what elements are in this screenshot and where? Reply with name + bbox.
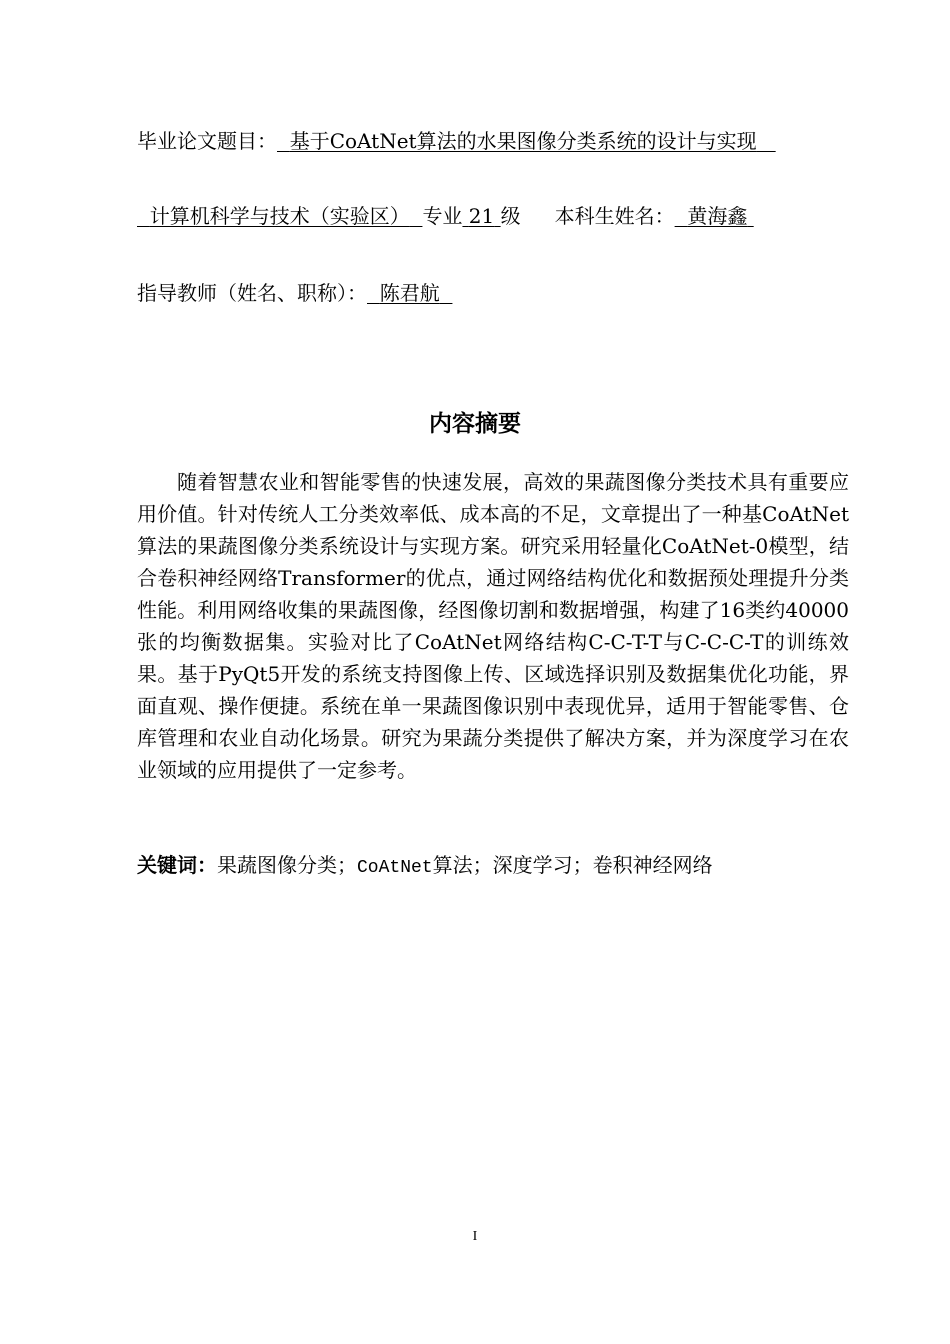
abstract-body: 随着智慧农业和智能零售的快速发展，高效的果蔬图像分类技术具有重要应用价值。针对传统人工分类效率低、成本高的不足，文章提出了一种基CoAtNet算法的果蔬图像分类系统设计与实现方案。研究采用轻量化CoAtNet-0模型，结合卷积神经网络Transformer的优点，通过网络结构优化和数据预处理提升分类性能。利用网络收集的果蔬图像，经图像切割和数据增强，构建了16类约40000张的均衡数据集。实验对比了CoAtNet网络结构C-C-T-T与C-C-C-T的训练效果。基于PyQt5开发的系统支持图像上传、区域选择识别及数据集优化功能，界面直观、操作便捷。系统在单一果蔬图像识别中表现优异，适用于智能零售、仓库管理和农业自动化场景。研究为果蔬分类提供了解决方案，并为深度学习在农业领域的应用提供了一定参考。 bbox=[137, 470, 849, 782]
keyword-item: 算法；深度学习；卷积神经网络 bbox=[432, 853, 713, 877]
advisor-line bbox=[137, 279, 452, 307]
grade-value bbox=[462, 204, 500, 228]
advisor-text: 陈君航 bbox=[379, 281, 440, 305]
keyword-separator: ； bbox=[337, 853, 357, 877]
advisor-label: 指导教师（姓名、职称）： bbox=[137, 281, 367, 305]
grade-text: 21 bbox=[468, 204, 495, 228]
keyword-item: CoAtNet bbox=[357, 858, 433, 878]
abstract-heading: 内容摘要 bbox=[429, 411, 521, 437]
keyword-item: 果蔬图像分类 bbox=[217, 853, 337, 877]
thesis-title-label: 毕业论文题目： bbox=[137, 129, 277, 153]
student-name-label: 本科生姓名： bbox=[554, 204, 675, 228]
major-text: 计算机科学与技术（实验区） bbox=[149, 204, 410, 228]
grade-label: 级 bbox=[500, 204, 521, 228]
major-label: 专业 bbox=[422, 204, 463, 228]
thesis-title-line bbox=[137, 127, 776, 155]
student-name-value bbox=[675, 204, 754, 228]
keywords-line bbox=[137, 850, 713, 883]
thesis-title-text: 基于CoAtNet算法的水果图像分类系统的设计与实现 bbox=[289, 129, 757, 153]
advisor-value bbox=[367, 281, 452, 305]
thesis-title-value bbox=[277, 129, 776, 153]
student-name-text: 黄海鑫 bbox=[687, 204, 748, 228]
major-line bbox=[137, 202, 754, 230]
keywords-label: 关键词： bbox=[137, 853, 217, 877]
major-value bbox=[137, 204, 422, 228]
page-number: I bbox=[472, 1229, 478, 1244]
